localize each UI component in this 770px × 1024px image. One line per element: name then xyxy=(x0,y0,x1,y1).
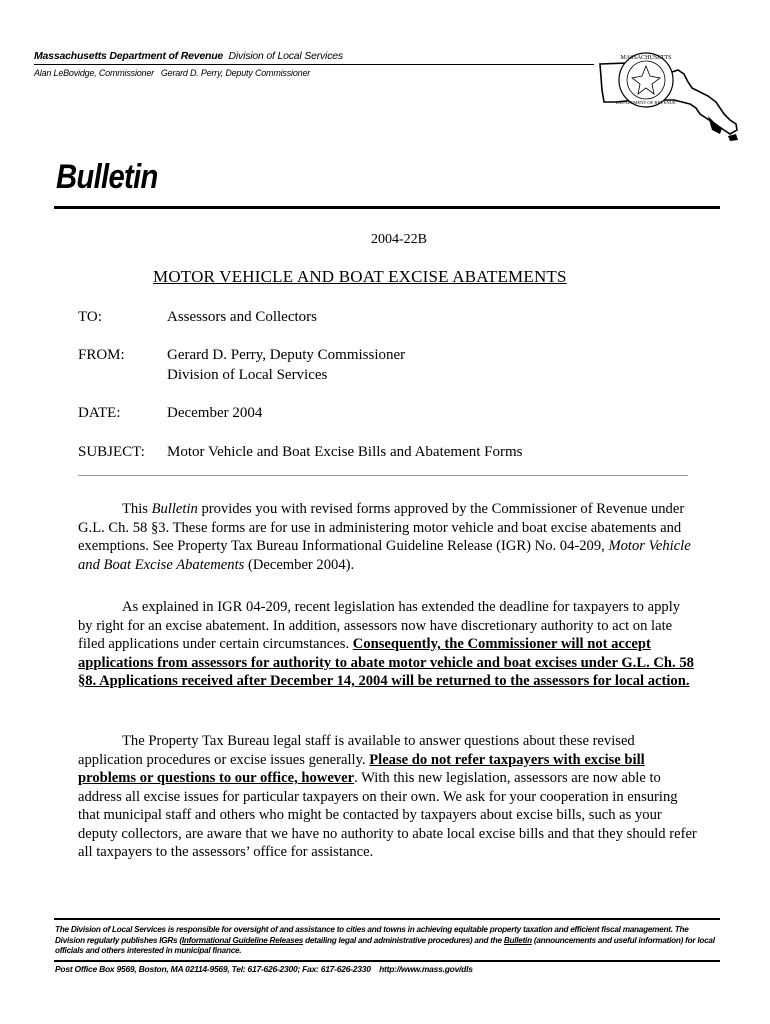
division-name: Division of Local Services xyxy=(228,50,343,62)
subject-label: SUBJECT: xyxy=(78,444,145,460)
footer-text-c: detailing legal and administrative procedures) and the xyxy=(303,935,504,945)
p1-bulletin-italic: Bulletin xyxy=(151,501,198,517)
body-paragraph-2 xyxy=(78,598,698,691)
footer-top-divider xyxy=(54,918,720,920)
p1-text-end: (December 2004). xyxy=(244,556,355,573)
commissioner-name: Alan LeBovidge, Commissioner xyxy=(34,68,154,78)
seal-top-text: MASSACHUSETTS xyxy=(620,55,672,61)
footer-igr-link: Informational Guideline Releases xyxy=(181,935,304,945)
p1-igr-title: Motor Vehicle and Boat Excise Abatements xyxy=(78,538,691,573)
to-value: Assessors and Collectors xyxy=(167,309,317,325)
date-value: December 2004 xyxy=(167,405,263,421)
seal-bottom-text: DEPARTMENT OF REVENUE xyxy=(616,100,676,105)
from-value-name: Gerard D. Perry, Deputy Commissioner xyxy=(167,347,406,363)
footer-address: Post Office Box 9569, Boston, MA 02114-9569, Tel: 617-626-2300; Fax: 617-626-2330 http://www.mass.gov/dls xyxy=(55,964,473,974)
header-divider xyxy=(34,64,594,65)
bulletin-masthead: Bulletin xyxy=(56,158,158,196)
p2-text: As explained in IGR 04-209, recent legislation has extended the deadline for taxpayers to apply by right for an excise abatement. In addition, assessors now have discretionary authority to act on late filed applications under certain circumstances. xyxy=(78,599,681,652)
massachusetts-seal-logo xyxy=(596,42,741,142)
header-officials xyxy=(34,68,310,78)
p3-emphasis: Please do not refer taxpayers with excise bill problems or questions to our office, however xyxy=(78,751,645,786)
from-label: FROM: xyxy=(78,347,125,363)
bulletin-number: 2004-22B xyxy=(371,232,427,247)
body-paragraph-3 xyxy=(78,732,698,862)
bulletin-heading: MOTOR VEHICLE AND BOAT EXCISE ABATEMENTS xyxy=(153,267,567,286)
memo-divider xyxy=(78,475,688,476)
p3-text: The Property Tax Bureau legal staff is available to answer questions about these revised application procedures or excise issues generally. xyxy=(78,733,635,768)
subject-value: Motor Vehicle and Boat Excise Bills and Abatement Forms xyxy=(167,444,523,460)
to-label: TO: xyxy=(78,309,102,325)
from-value-division: Division of Local Services xyxy=(167,367,328,383)
deputy-commissioner-name: Gerard D. Perry, Deputy Commissioner xyxy=(160,68,311,78)
p1-text: This xyxy=(122,501,152,517)
footer-description xyxy=(55,925,720,957)
date-label: DATE: xyxy=(78,405,121,421)
footer-text-e: (announcements and useful information) for local officials and others interested in municipal finance. xyxy=(55,935,715,955)
p2-emphasis: Consequently, the Commissioner will not accept applications from assessors for authority to abate motor vehicle and boat excises under G.L. Ch. 58 §8. Applications received after December 14, 2004 will be returned to the assessors for local action. xyxy=(78,636,694,689)
footer-bulletin-link: Bulletin xyxy=(503,935,532,945)
p3-text-cont: . With this new legislation, assessors are now able to address all excise issues for particular taxpayers on their own. We ask for your cooperation in ensuring that municipal staff and others who might be contacted by taxpayers about excise bills, such as your deputy collectors, are aware that we have no authority to abate local excise bills and that they should refer all taxpayers to the assessors’ office for assistance. xyxy=(78,770,697,860)
footer-text-a: The Division of Local Services is responsible for oversight of and assistance to cities and towns in achieving equitable property taxation and efficient fiscal management. The Division regularly publishes IGRs ( xyxy=(55,925,689,945)
masthead-divider xyxy=(54,206,720,209)
header-agency xyxy=(34,50,343,62)
footer-bottom-divider xyxy=(54,960,720,962)
body-paragraph-1 xyxy=(78,500,698,574)
department-name: Massachusetts Department of Revenue xyxy=(34,50,224,62)
p1-text-cont: provides you with revised forms approved by the Commissioner of Revenue under G.L. Ch. 58 §3. These forms are for use in administering motor vehicle and boat excise abatements and exemptions. See Property Tax Bureau Informational Guideline Release (IGR) No. 04-209, xyxy=(78,501,685,554)
